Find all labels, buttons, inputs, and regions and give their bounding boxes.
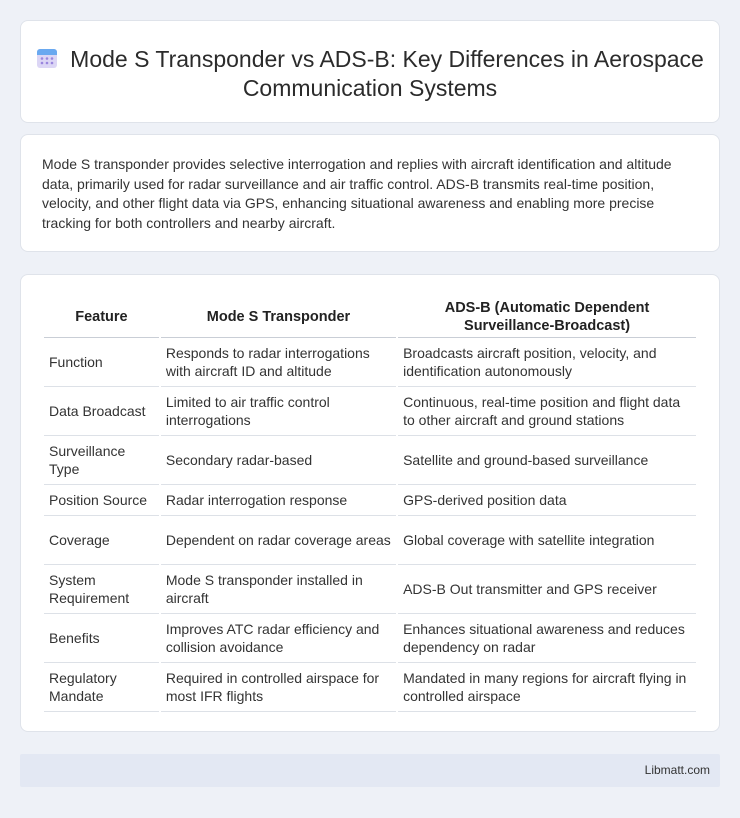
- feature-cell: Position Source: [44, 485, 159, 516]
- mode-s-cell: Secondary radar-based: [161, 436, 396, 485]
- feature-cell: Surveillance Type: [44, 436, 159, 485]
- ads-b-cell: Continuous, real-time position and flight data to other aircraft and ground stations: [398, 387, 696, 436]
- page-title: [21, 45, 719, 103]
- ads-b-cell: Enhances situational awareness and reduces dependency on radar: [398, 614, 696, 663]
- page-title-text: Mode S Transponder vs ADS-B: Key Differences in Aerospace Communication Systems: [70, 46, 704, 101]
- ads-b-cell: Broadcasts aircraft position, velocity, and identification autonomously: [398, 338, 696, 387]
- mode-s-cell: Responds to radar interrogations with aircraft ID and altitude: [161, 338, 396, 387]
- table-row: [44, 387, 696, 436]
- title-card: [20, 20, 720, 123]
- mode-s-cell: Mode S transponder installed in aircraft: [161, 565, 396, 614]
- ads-b-cell: GPS-derived position data: [398, 485, 696, 516]
- ads-b-cell: Global coverage with satellite integration: [398, 516, 696, 565]
- header-ads-b: ADS-B (Automatic Dependent Surveillance-Broadcast): [398, 296, 696, 338]
- feature-cell: System Requirement: [44, 565, 159, 614]
- feature-cell: Regulatory Mandate: [44, 663, 159, 712]
- comparison-table: [42, 296, 698, 712]
- intro-paragraph: Mode S transponder provides selective interrogation and replies with aircraft identification and altitude data, primarily used for radar surveillance and air traffic control. ADS-B transmits real-time position, velocity, and other flight data via GPS, enhancing situational awareness and enabling more precise tracking for both controllers and nearby aircraft.: [42, 156, 672, 231]
- header-mode-s: Mode S Transponder: [161, 296, 396, 338]
- table-row: [44, 516, 696, 565]
- table-row: [44, 663, 696, 712]
- calendar-icon: [36, 47, 58, 69]
- comparison-table-card: [20, 274, 720, 732]
- footer-brand-link[interactable]: Libmatt.com: [644, 763, 710, 777]
- mode-s-cell: Dependent on radar coverage areas: [161, 516, 396, 565]
- mode-s-cell: Radar interrogation response: [161, 485, 396, 516]
- table-row: [44, 436, 696, 485]
- feature-cell: Function: [44, 338, 159, 387]
- table-row: [44, 338, 696, 387]
- mode-s-cell: Improves ATC radar efficiency and collision avoidance: [161, 614, 396, 663]
- ads-b-cell: ADS-B Out transmitter and GPS receiver: [398, 565, 696, 614]
- table-row: [44, 565, 696, 614]
- ads-b-cell: Mandated in many regions for aircraft flying in controlled airspace: [398, 663, 696, 712]
- mode-s-cell: Required in controlled airspace for most IFR flights: [161, 663, 396, 712]
- footer: [20, 754, 720, 787]
- intro-card: [20, 134, 720, 252]
- feature-cell: Data Broadcast: [44, 387, 159, 436]
- table-row: [44, 485, 696, 516]
- mode-s-cell: Limited to air traffic control interrogations: [161, 387, 396, 436]
- ads-b-cell: Satellite and ground-based surveillance: [398, 436, 696, 485]
- table-row: [44, 614, 696, 663]
- table-header-row: [44, 296, 696, 338]
- feature-cell: Coverage: [44, 516, 159, 565]
- header-feature: Feature: [44, 296, 159, 338]
- feature-cell: Benefits: [44, 614, 159, 663]
